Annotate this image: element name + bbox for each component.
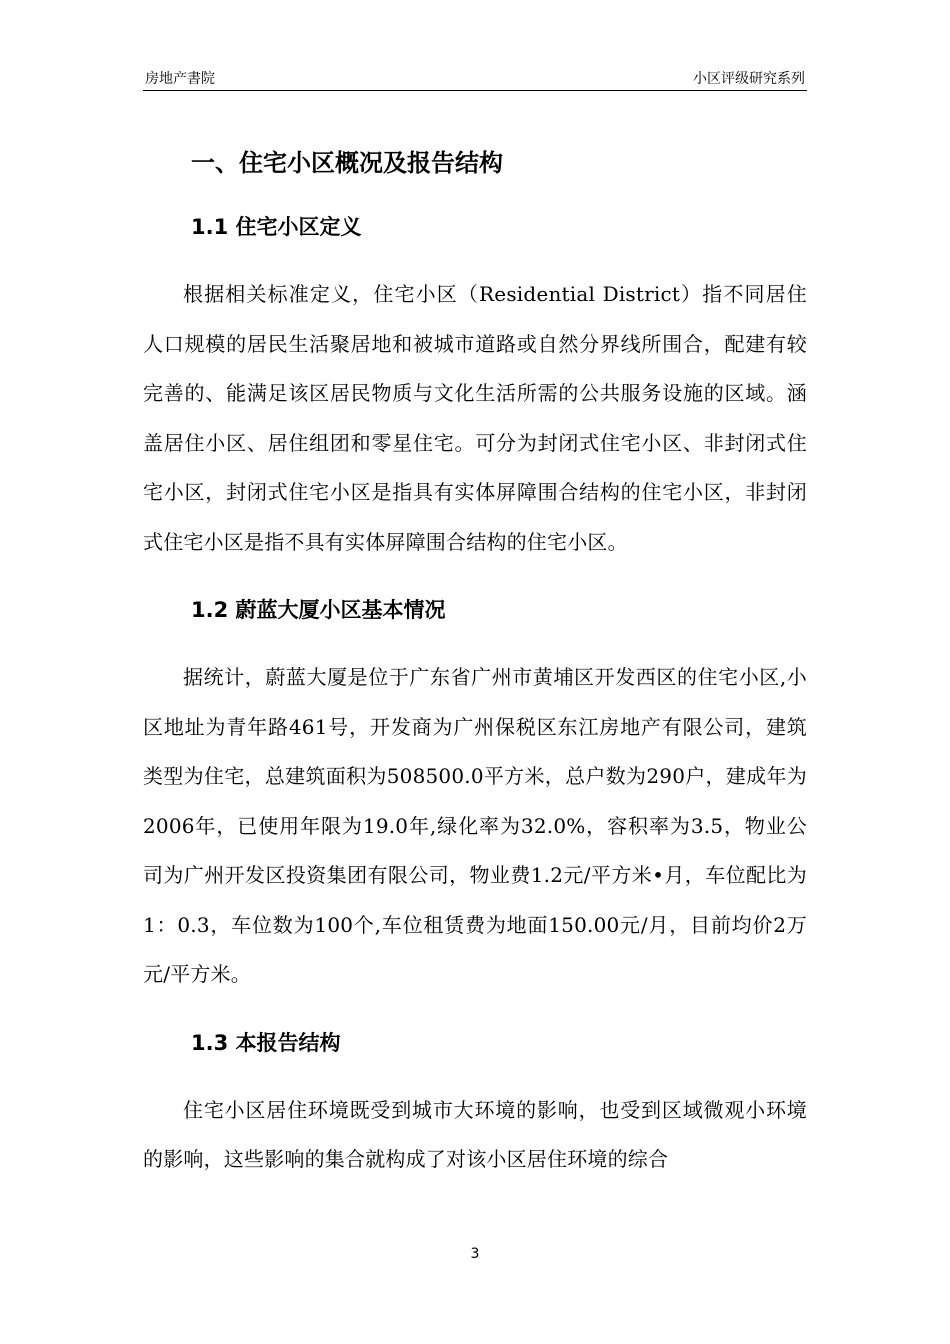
section-heading-1: 一、住宅小区概况及报告结构 <box>191 149 503 177</box>
header-series-title: 小区评级研究系列 <box>693 71 805 87</box>
document-body <box>143 146 807 1185</box>
paragraph-definition: 根据相关标准定义，住宅小区（Residential District）指不同居住人口规模的居民生活聚居地和被城市道路或自然分界线所围合，配建有较完善的、能满足该区居民物质与文化生活所需的公共服务设施的区域。涵盖居住小区、居住组团和零星住宅。可分为封闭式住宅小区、非封闭式住宅小区，封闭式住宅小区是指具有实体屏障围合结构的住宅小区，非封闭式住宅小区是指不具有实体屏障围合结构的住宅小区。 <box>143 282 807 554</box>
paragraph-report-structure: 住宅小区居住环境既受到城市大环境的影响，也受到区域微观小环境的影响，这些影响的集合就构成了对该小区居住环境的综合 <box>143 1097 807 1171</box>
page-header <box>143 66 807 91</box>
paragraph-basic-info: 据统计，蔚蓝大厦是位于广东省广州市黄埔区开发西区的住宅小区,小区地址为青年路461号，开发商为广州保税区东江房地产有限公司，建筑类型为住宅，总建筑面积为508500.0平方米，总户数为290户，建成年为2006年，已使用年限为19.0年,绿化率为32.0%，容积率为3.5，物业公司为广州开发区投资集团有限公司，物业费1.2元/平方米•月，车位配比为1：0.3，车位数为100个,车位租赁费为地面150.00元/月，目前均价2万元/平方米。 <box>143 665 807 986</box>
subsection-heading-1-1: 1.1 住宅小区定义 <box>191 215 362 239</box>
subsection-heading-1-3: 1.3 本报告结构 <box>191 1030 341 1055</box>
page-number: 3 <box>470 1246 480 1262</box>
header-publisher: 房地产書院 <box>145 71 215 87</box>
subsection-heading-1-2: 1.2 蔚蓝大厦小区基本情况 <box>191 598 446 622</box>
